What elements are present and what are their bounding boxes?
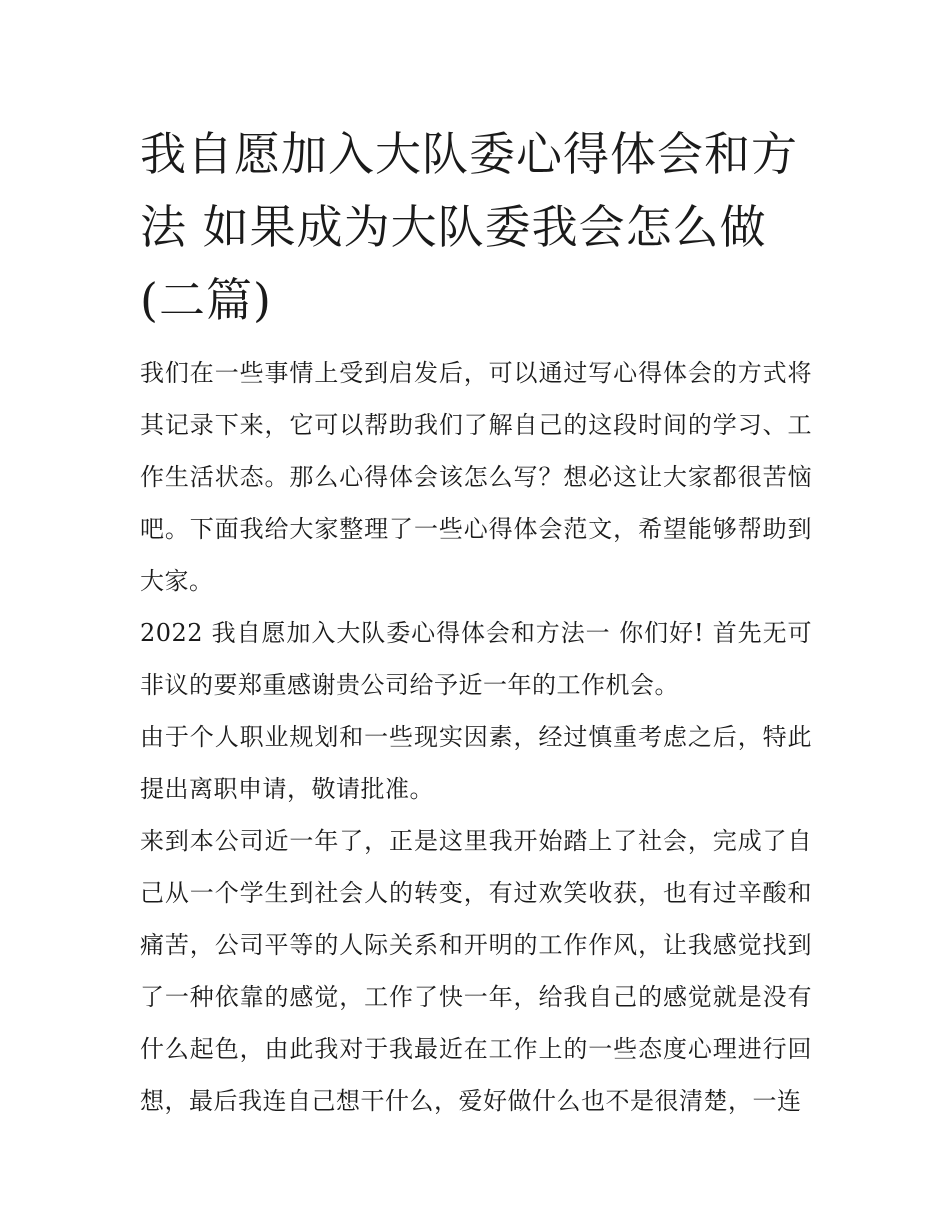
paragraph-article-start: 2022 我自愿加入大队委心得体会和方法一 你们好! 首先无可非议的要郑重感谢贵公司给予近一年的工作机会。 [140,619,812,699]
paragraph-intro: 我们在一些事情上受到启发后，可以通过写心得体会的方式将其记录下来，它可以帮助我们了解自己的这段时间的学习、工作生活状态。那么心得体会该怎么写？想必这让大家都很苦恼吧。下面我给大家整理了一些心得体会范文，希望能够帮助到大家。 [140,359,812,595]
document-body [140,118,812,1127]
document-title: 我自愿加入大队委心得体会和方法 如果成为大队委我会怎么做(二篇) [140,127,798,327]
paragraph-experience: 来到本公司近一年了，正是这里我开始踏上了社会，完成了自己从一个学生到社会人的转变，有过欢笑收获，也有过辛酸和痛苦，公司平等的人际关系和开明的工作作风，让我感觉找到了一种依靠的感觉，工作了快一年，给我自己的感觉就是没有什么起色，由此我对于我最近在工作上的一些态度心理进行回想，最后我连自己想干什么，爱好做什么也不是很清楚，一连 [140,827,812,1115]
paragraph-resignation: 由于个人职业规划和一些现实因素，经过慎重考虑之后，特此提出离职申请，敬请批准。 [140,723,812,803]
